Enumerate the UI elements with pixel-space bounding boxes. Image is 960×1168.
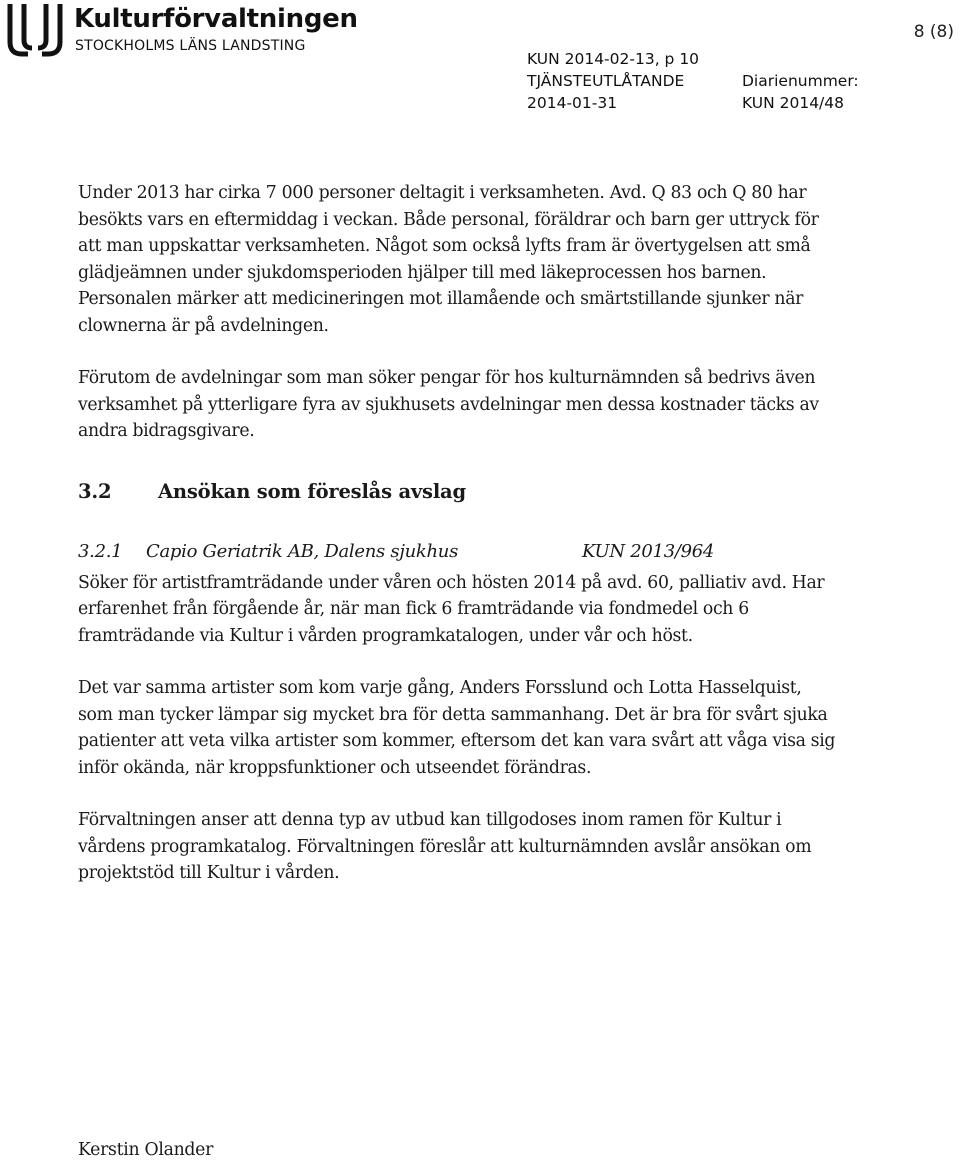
organization-name: Kulturförvaltningen [74,4,358,34]
section-number: 3.2 [78,479,112,503]
paragraph-application: Söker för artistframträdande under våren och hösten 2014 på avd. 60, palliativ avd. Har erfarenhet från förgående år, när man fick 6 framträdande via fondmedel och 6 framträdande via Kultur i vården programkatalogen, under vår och höst. [78,572,825,646]
organization-logo [4,2,374,58]
logo-mark-icon [4,2,66,58]
subsection-case-number: KUN 2013/964 [582,541,715,562]
meta-row-meeting [527,48,859,70]
document-body [78,180,838,887]
organization-subtitle: STOCKHOLMS LÄNS LANDSTING [75,38,306,54]
diary-number: KUN 2014/48 [742,94,845,112]
document-type: TJÄNSTEUTLÅTANDE [527,72,685,90]
paragraph-activity-summary: Under 2013 har cirka 7 000 personer deltagit i verksamheten. Avd. Q 83 och Q 80 har besökts vars en eftermiddag i veckan. Både personal, föräldrar och barn ger uttryck för att man uppskattar verksamheten. Något som också lyfts fram är övertygelsen att små glädjeämnen under sjukdomsperioden hjälper till med läkeprocessen hos barnen. Personalen märker att medicineringen mot illamående och smärtstillande sjunker när clownerna är på avdelningen. [78,183,819,336]
section-title: Ansökan som föreslås avslag [158,479,466,503]
section-heading [78,479,838,506]
paragraph-decision: Förvaltningen anser att denna typ av utbud kan tillgodoses inom ramen för Kultur i vårdens programkatalog. Förvaltningen föreslår att kulturnämnden avslår ansökan om projektstöd till Kultur i vården. [78,810,812,883]
meta-row-date [527,92,859,114]
page-number: 8 (8) [913,22,954,42]
subsection-title: Capio Geriatrik AB, Dalens sjukhus [146,541,459,562]
paragraph-artists: Det var samma artister som kom varje gång, Anders Forsslund och Lotta Hasselquist, som man tycker lämpar sig mycket bra för detta sammanhang. Det är bra för svårt sjuka patienter att veta vilka artister som kommer, eftersom det kan vara svårt att våga visa sig inför okända, när kroppsfunktioner och utseendet förändras. [78,678,836,778]
meta-row-type [527,70,859,92]
document-meta [527,48,859,114]
signature-name: Kerstin Olander [78,1140,214,1160]
meeting-reference: KUN 2014-02-13, p 10 [527,50,700,68]
subsection-number: 3.2.1 [78,541,123,562]
paragraph-other-departments: Förutom de avdelningar som man söker pengar för hos kulturnämnden så bedrivs även verksamhet på ytterligare fyra av sjukhusets avdelningar men dessa kostnader täcks av andra bidragsgivare. [78,368,819,441]
subsection-heading [78,539,838,566]
document-date: 2014-01-31 [527,94,618,112]
diary-label: Diarienummer: [742,72,859,90]
